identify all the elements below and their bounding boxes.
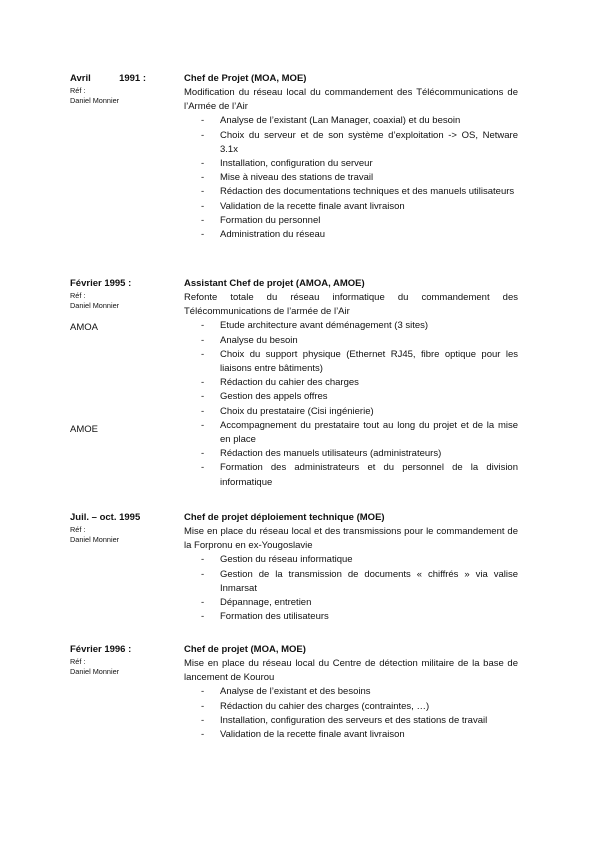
list-item: - Administration du réseau xyxy=(201,229,326,241)
entry-description: Mise en place du réseau local du Centre de détection militaire de la base de lancement de Kourou xyxy=(184,658,518,684)
entry-description: Refonte totale du réseau informatique du commandement des Télécommunications de l’armée de l’Air xyxy=(184,292,518,318)
ref-name: Daniel Monnier xyxy=(70,535,120,544)
entry-content xyxy=(184,510,518,624)
list-item: - Choix du prestataire (Cisi ingénierie) xyxy=(201,405,374,417)
list-item: - Choix du support physique (Ethernet RJ45, fibre optique pour les liaisons entre bâtiments) xyxy=(201,348,518,375)
entry-title: Chef de projet (MOA, MOE) xyxy=(184,644,306,655)
task-list xyxy=(184,114,518,242)
date-year: 1991 : xyxy=(119,73,146,84)
amoa-label: AMOA xyxy=(70,322,98,333)
entry-description: Modification du réseau local du commandement des Télécommunications de l’Armée de l’Air xyxy=(184,87,518,113)
entry-date xyxy=(70,71,146,86)
ref-label: Réf : xyxy=(70,525,86,534)
ref-label: Réf : xyxy=(70,86,86,95)
entry-content xyxy=(184,642,518,742)
list-item: - Formation du personnel xyxy=(201,214,321,226)
list-item: - Rédaction des manuels utilisateurs (administrateurs) xyxy=(201,448,442,460)
list-item: - Installation, configuration du serveur xyxy=(201,158,373,170)
list-item: - Dépannage, entretien xyxy=(201,597,312,609)
list-item: - Formation des utilisateurs xyxy=(201,611,329,623)
list-item: - Rédaction des documentations techniques et des manuels utilisateurs xyxy=(201,186,515,198)
list-item: - Mise à niveau des stations de travail xyxy=(201,172,374,184)
task-list xyxy=(184,685,518,742)
ref-name: Daniel Monnier xyxy=(70,301,120,310)
entry-date: Février 1996 : xyxy=(70,644,132,655)
ref-label: Réf : xyxy=(70,657,86,666)
list-item: - Analyse du besoin xyxy=(201,334,298,346)
list-item: - Gestion de la transmission de documents « chiffrés » via valise Inmarsat xyxy=(201,568,518,594)
entry-content xyxy=(184,71,518,242)
entry-title: Chef de Projet (MOA, MOE) xyxy=(184,73,307,84)
list-item: - Gestion du réseau informatique xyxy=(201,554,353,566)
ref-label: Réf : xyxy=(70,291,86,300)
amoe-task-list xyxy=(184,419,518,490)
entry-date: Juil. – oct. 1995 xyxy=(70,512,141,523)
list-item: - Validation de la recette finale avant livraison xyxy=(201,200,405,212)
entry-date: Février 1995 : xyxy=(70,278,132,289)
entry-meta xyxy=(70,276,178,311)
entry-meta xyxy=(70,510,178,545)
list-item: - Formation des administrateurs et du personnel de la division informatique xyxy=(201,462,518,488)
list-item: - Analyse de l’existant et des besoins xyxy=(201,686,371,698)
entry-meta xyxy=(70,642,178,677)
list-item: - Rédaction du cahier des charges xyxy=(201,377,359,389)
entry-content xyxy=(184,276,518,490)
amoa-task-list xyxy=(184,319,518,418)
amoe-label: AMOE xyxy=(70,424,98,435)
list-item: - Validation de la recette finale avant livraison xyxy=(201,729,405,741)
entry-description: Mise en place du réseau local et des transmissions pour le commandement de la Forpronu en ex-Yougoslavie xyxy=(184,526,518,552)
list-item: - Etude architecture avant déménagement (3 sites) xyxy=(201,320,429,332)
entry-title: Chef de projet déploiement technique (MOE) xyxy=(184,512,385,523)
ref-name: Daniel Monnier xyxy=(70,667,120,676)
date-month: Avril xyxy=(70,73,91,84)
list-item: - Gestion des appels offres xyxy=(201,391,328,403)
entry-title: Assistant Chef de projet (AMOA, AMOE) xyxy=(184,278,365,289)
list-item: - Accompagnement du prestataire tout au long du projet et de la mise en place xyxy=(201,419,518,446)
task-list xyxy=(184,553,518,624)
entry-meta xyxy=(70,71,178,106)
list-item: - Analyse de l’existant (Lan Manager, coaxial) et du besoin xyxy=(201,115,461,127)
list-item: - Choix du serveur et de son système d’exploitation -> OS, Netware 3.1x xyxy=(201,129,518,155)
list-item: - Rédaction du cahier des charges (contraintes, …) xyxy=(201,700,430,712)
list-item: - Installation, configuration des serveurs et des stations de travail xyxy=(201,714,488,726)
ref-name: Daniel Monnier xyxy=(70,96,120,105)
